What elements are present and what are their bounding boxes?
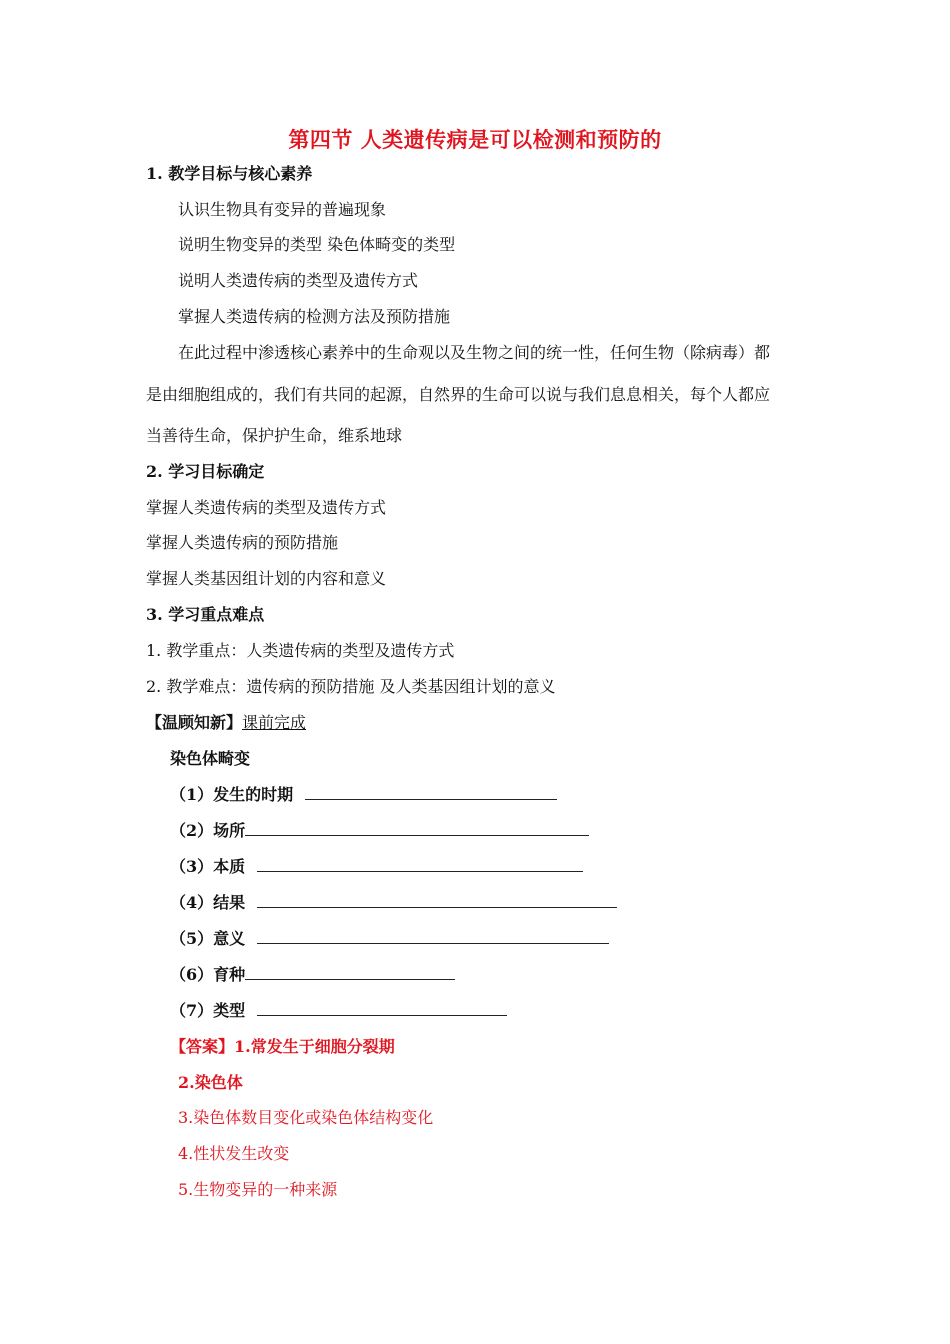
review-topic: 染色体畸变 — [170, 749, 251, 768]
goal-item: 掌握人类遗传病的类型及遗传方式 — [146, 498, 387, 517]
blank-line[interactable] — [245, 821, 589, 836]
fill-in-row — [170, 857, 583, 877]
blank-line[interactable] — [245, 965, 455, 980]
review-note: 课前完成 — [242, 713, 307, 732]
fill-in-label: （6）育种 — [170, 965, 246, 984]
blank-line[interactable] — [257, 857, 583, 872]
blank-line[interactable] — [257, 1001, 507, 1016]
answer-item: 5.生物变异的一种来源 — [178, 1180, 338, 1199]
answer-item: 4.性状发生改变 — [178, 1144, 290, 1163]
fill-in-label: （2）场所 — [170, 821, 246, 840]
section-1-heading: 1. 教学目标与核心素养 — [146, 164, 313, 183]
fill-in-label: （3）本质 — [170, 857, 246, 876]
fill-in-row — [170, 929, 609, 949]
blank-line[interactable] — [257, 929, 609, 944]
section-3-heading: 3. 学习重点难点 — [146, 605, 265, 624]
blank-line[interactable] — [257, 893, 617, 908]
answer-item: 1.常发生于细胞分裂期 — [234, 1037, 395, 1056]
objective-item: 认识生物具有变异的普遍现象 — [178, 200, 387, 219]
objective-item: 掌握人类遗传病的检测方法及预防措施 — [178, 307, 451, 326]
page-title: 第四节 人类遗传病是可以检测和预防的 — [288, 127, 662, 152]
goal-item: 掌握人类遗传病的预防措施 — [146, 533, 339, 552]
answer-label: 【答案】 — [170, 1037, 235, 1056]
section-2-heading: 2. 学习目标确定 — [146, 462, 265, 481]
key-point-item: 2. 教学难点：遗传病的预防措施 及人类基因组计划的意义 — [146, 677, 556, 696]
fill-in-row — [170, 785, 557, 805]
fill-in-label: （4）结果 — [170, 893, 246, 912]
core-literacy-paragraph-line: 当善待生命，保护护生命，维系地球 — [146, 426, 403, 445]
core-literacy-paragraph-line: 是由细胞组成的，我们有共同的起源，自然界的生命可以说与我们息息相关，每个人都应 — [146, 385, 771, 404]
fill-in-row — [170, 1001, 507, 1021]
objective-item: 说明生物变异的类型 染色体畸变的类型 — [178, 235, 456, 254]
fill-in-label: （7）类型 — [170, 1001, 246, 1020]
core-literacy-paragraph-line: 在此过程中渗透核心素养中的生命观以及生物之间的统一性，任何生物（除病毒）都 — [178, 343, 771, 362]
review-header — [146, 713, 306, 733]
fill-in-row — [170, 893, 617, 913]
answer-item: 3.染色体数目变化或染色体结构变化 — [178, 1108, 434, 1127]
answer-row — [170, 1037, 395, 1057]
goal-item: 掌握人类基因组计划的内容和意义 — [146, 569, 387, 588]
key-point-item: 1. 教学重点：人类遗传病的类型及遗传方式 — [146, 641, 455, 660]
objective-item: 说明人类遗传病的类型及遗传方式 — [178, 271, 419, 290]
blank-line[interactable] — [305, 785, 557, 800]
answer-item: 2.染色体 — [178, 1073, 243, 1092]
review-label: 【温顾知新】 — [146, 713, 243, 732]
fill-in-label: （1）发生的时期 — [170, 785, 294, 804]
fill-in-label: （5）意义 — [170, 929, 246, 948]
fill-in-row — [170, 965, 455, 985]
fill-in-row — [170, 821, 589, 841]
